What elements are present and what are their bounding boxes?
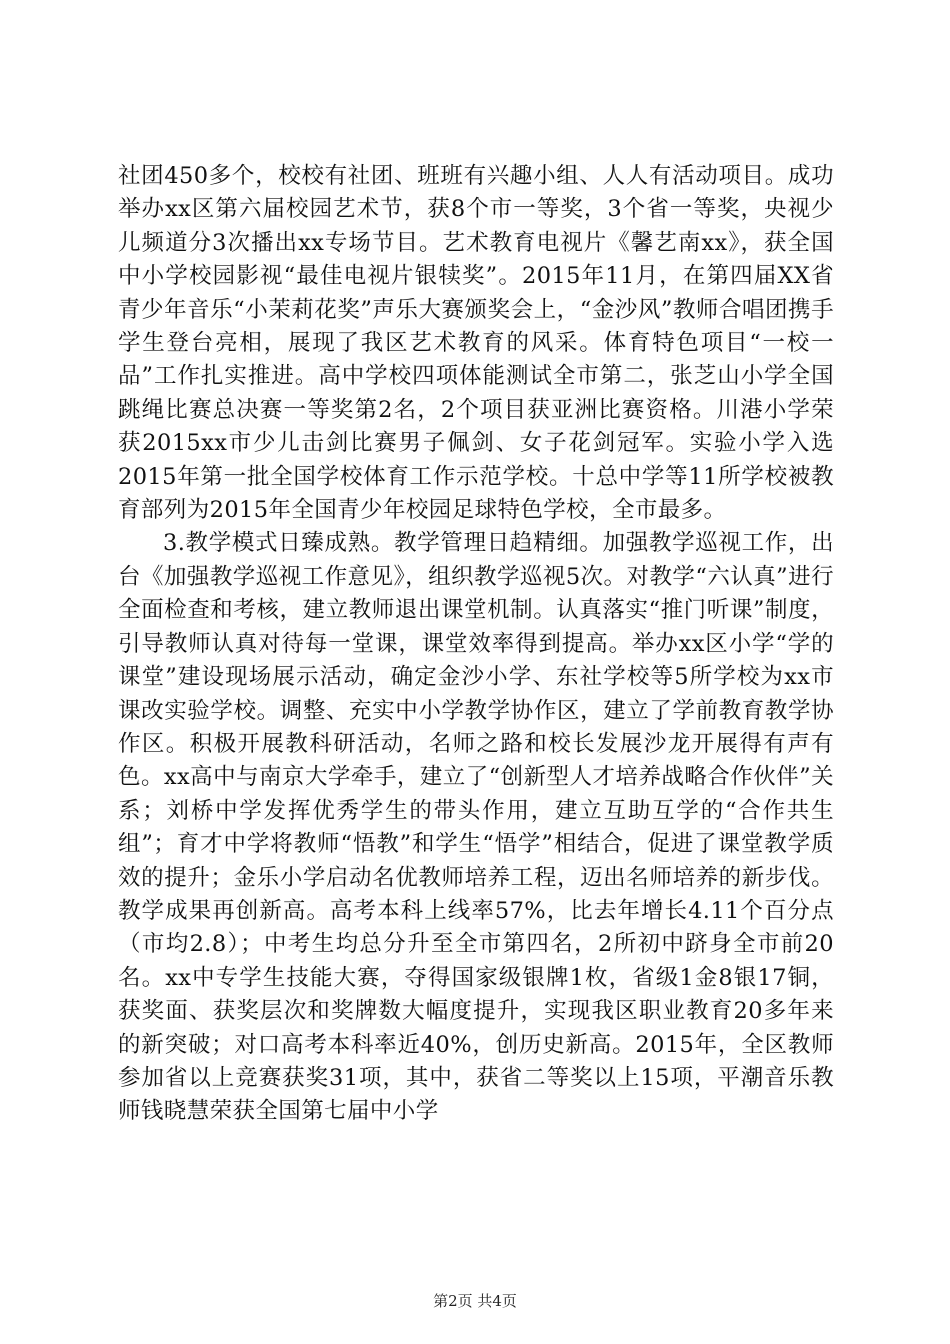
paragraph-2: 3.教学模式日臻成熟。教学管理日趋精细。加强教学巡视工作，出台《加强教学巡视工作意见》，组织教学巡视5次。对教学“六认真”进行全面检查和考核，建立教师退出课堂机制。认真落实“推门听课”制度，引导教师认真对待每一堂课，课堂效率得到提高。举办xx区小学“学的课堂”建设现场展示活动，确定金沙小学、东社学校等5所学校为xx市课改实验学校。调整、充实中小学教学协作区，建立了学前教育教学协作区。积极开展教科研活动，名师之路和校长发展沙龙开展得有声有色。xx高中与南京大学牵手，建立了“创新型人才培养战略合作伙伴”关系；刘桥中学发挥优秀学生的带头作用，建立互助互学的“合作共生组”；育才中学将教师“悟教”和学生“悟学”相结合，促进了课堂教学质效的提升；金乐小学启动名优教师培养工程，迈出名师培养的新步伐。教学成果再创新高。高考本科上线率57%，比去年增长4.11个百分点（市均2.8）；中考生均总分升至全市第四名，2所初中跻身全市前20名。xx中专学生技能大赛，夺得国家级银牌1枚，省级1金8银17铜，获奖面、获奖层次和奖牌数大幅度提升，实现我区职业教育20多年来的新突破；对口高考本科率近40%，创历史新高。2015年，全区教师参加省以上竞赛获奖31项，其中，获省二等奖以上15项，平潮音乐教师钱晓慧荣获全国第七届中小学: [118, 530, 834, 1125]
page-footer: 第2页 共4页: [433, 1292, 517, 1310]
paragraph-1: 社团450多个，校校有社团、班班有兴趣小组、人人有活动项目。成功举办xx区第六届校园艺术节，获8个市一等奖，3个省一等奖，央视少儿频道分3次播出xx专场节目。艺术教育电视片《馨艺南xx》，获全国中小学校园影视“最佳电视片银犊奖”。2015年11月，在第四届XX省青少年音乐“小茉莉花奖”声乐大赛颁奖会上，“金沙风”教师合唱团携手学生登台亮相，展现了我区艺术教育的风采。体育特色项目“一校一品”工作扎实推进。高中学校四项体能测试全市第二，张芝山小学全国跳绳比赛总决赛一等奖第2名，2个项目获亚洲比赛资格。川港小学荣获2015xx市少儿击剑比赛男子佩剑、女子花剑冠军。实验小学入选2015年第一批全国学校体育工作示范学校。十总中学等11所学校被教育部列为2015年全国青少年校园足球特色学校，全市最多。: [118, 163, 834, 524]
document-body: [118, 160, 834, 1129]
